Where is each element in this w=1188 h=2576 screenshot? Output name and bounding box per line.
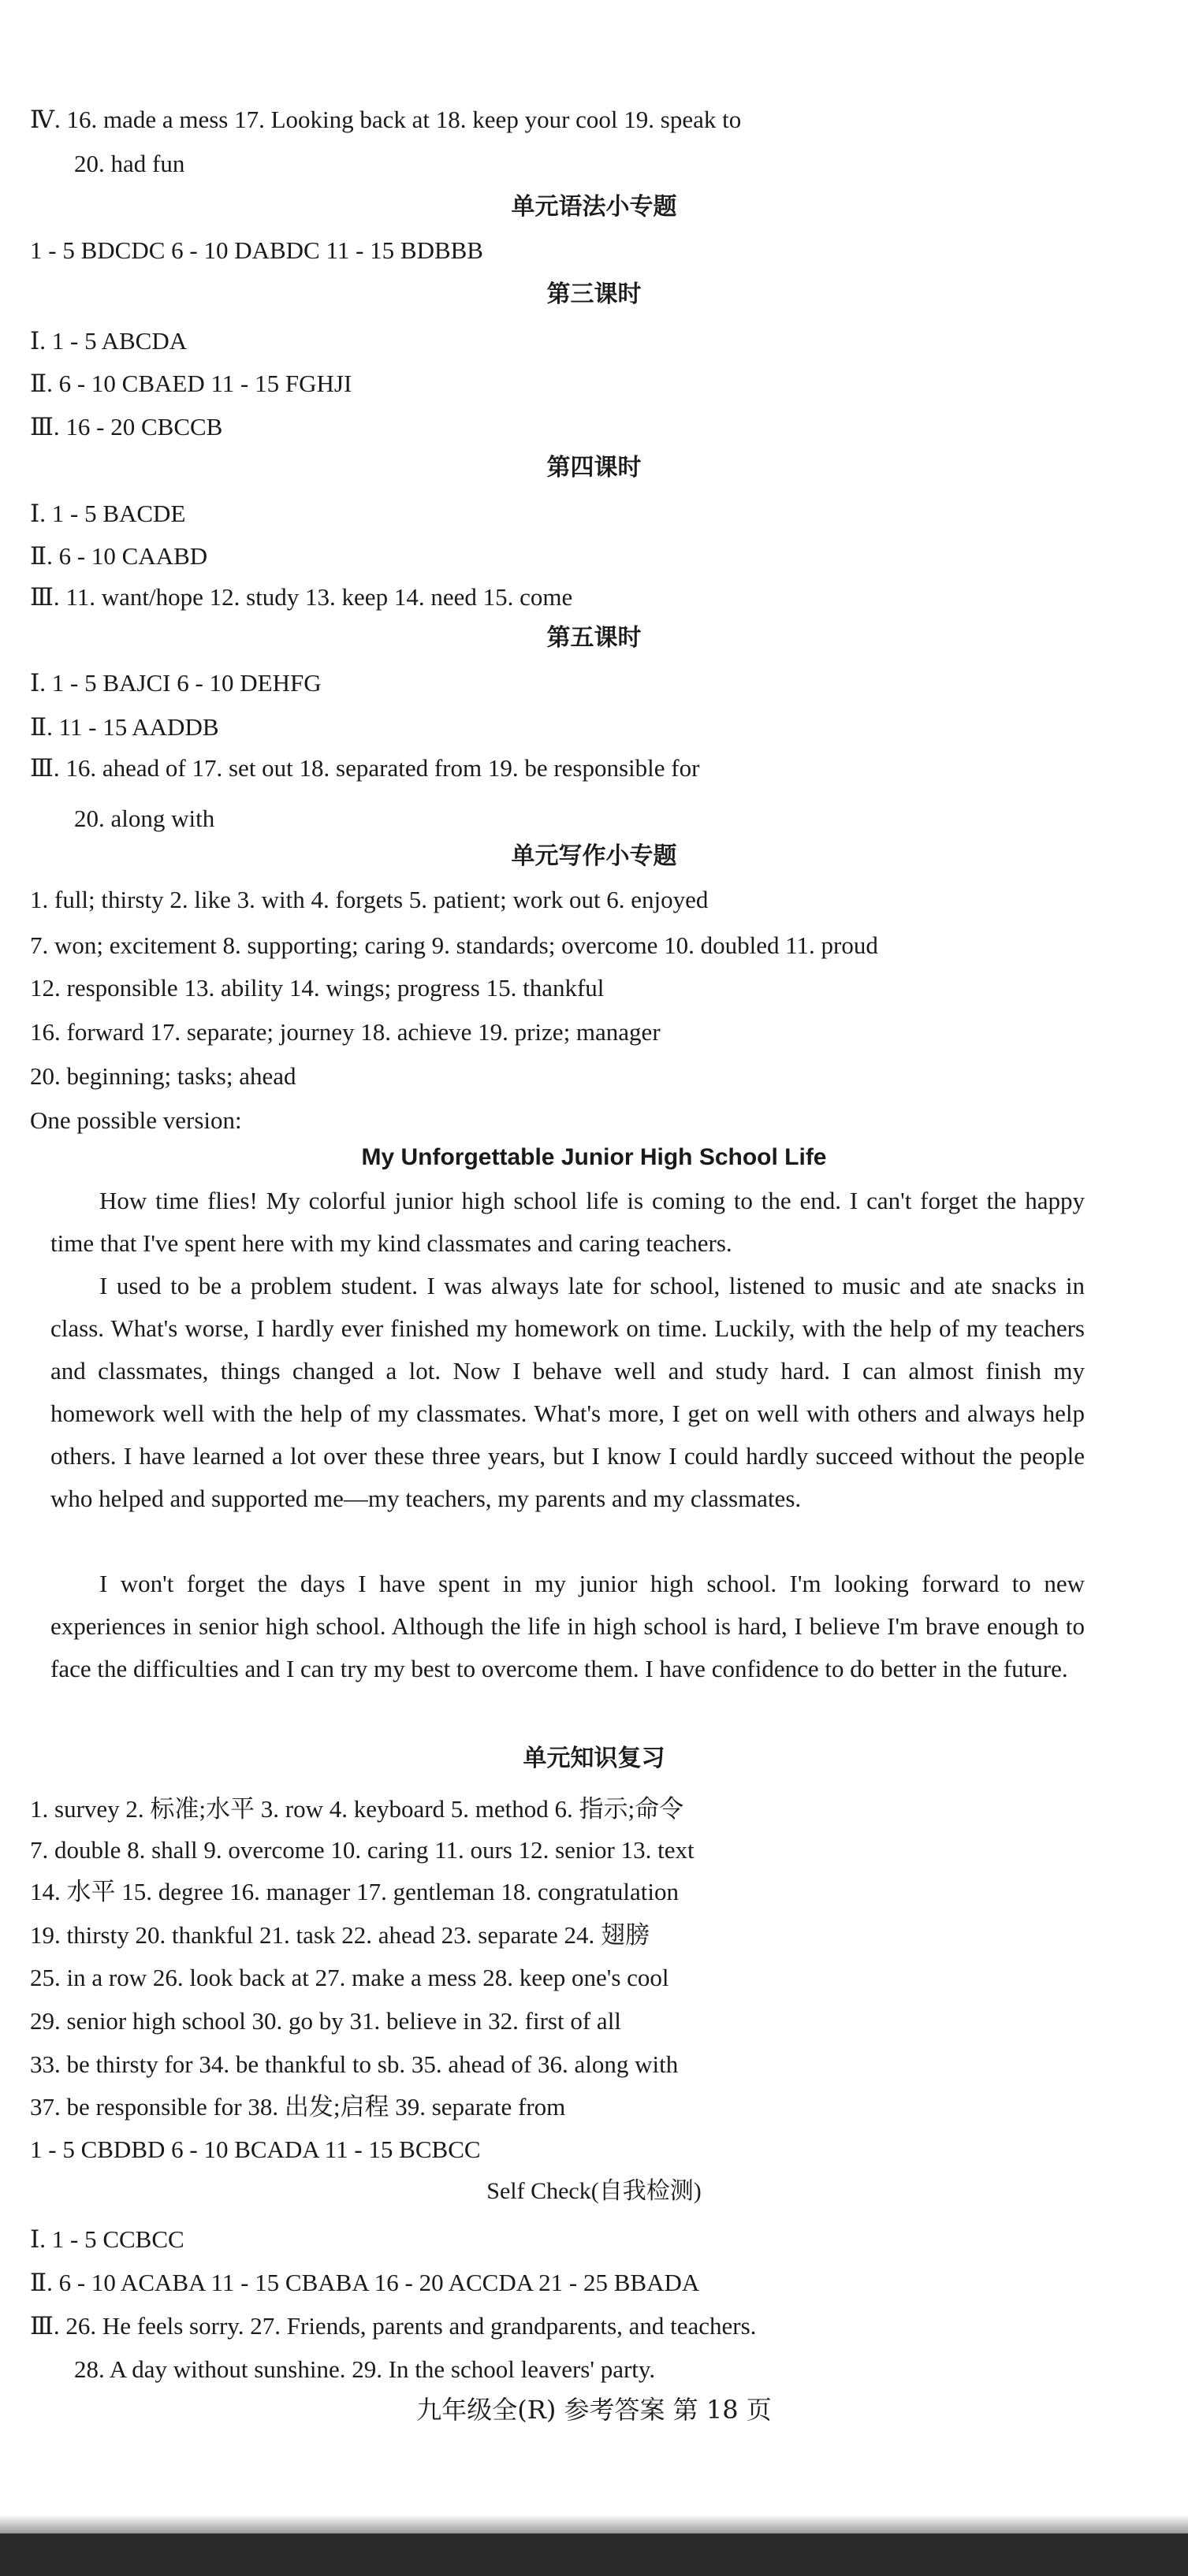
- answer-line: 28. A day without sunshine. 29. In the school leavers' party.: [74, 2355, 656, 2383]
- scan-edge: [0, 2533, 1188, 2576]
- answer-line: 1 - 5 BDCDC 6 - 10 DABDC 11 - 15 BDBBB: [30, 236, 483, 264]
- answer-line: Ⅱ. 6 - 10 CAABD: [30, 542, 208, 570]
- section-heading-review: 单元知识复习: [523, 1745, 665, 1772]
- answer-line: Ⅱ. 6 - 10 CBAED 11 - 15 FGHJI: [30, 370, 352, 397]
- answer-line: Ⅰ. 1 - 5 BAJCI 6 - 10 DEHFG: [30, 669, 322, 697]
- answer-line: Ⅲ. 16. ahead of 17. set out 18. separated from 19. be responsible for: [30, 754, 700, 782]
- answer-line: Ⅱ. 6 - 10 ACABA 11 - 15 CBABA 16 - 20 ACCDA 21 - 25 BBADA: [30, 2269, 700, 2296]
- page-footer: 九年级全(R) 参考答案 第 18 页: [416, 2395, 772, 2425]
- answer-line: Ⅰ. 1 - 5 CCBCC: [30, 2225, 184, 2253]
- answer-line: 20. had fun: [74, 150, 185, 177]
- essay-paragraph: I used to be a problem student. I was always late for school, listened to music and ate snacks in class. What's worse, I hardly ever finished my homework on time. Luckily, with the help of my teachers and classmates, things changed a lot. Now I behave well and study hard. I can almost finish my homework well with the help of my classmates. What's more, I get on well with others and always help others. I have learned a lot over these three years, but I know I could hardly succeed without the people who helped and supported me—my teachers, my parents and my classmates.: [50, 1272, 1085, 1512]
- essay-title: My Unforgettable Junior High School Life: [361, 1144, 827, 1170]
- answer-line: 29. senior high school 30. go by 31. believe in 32. first of all: [30, 2007, 621, 2035]
- answer-line: 20. beginning; tasks; ahead: [30, 1062, 296, 1090]
- answer-line: Ⅳ. 16. made a mess 17. Looking back at 18. keep your cool 19. speak to: [30, 106, 742, 133]
- scan-shadow: [0, 2515, 1188, 2533]
- answer-line: 12. responsible 13. ability 14. wings; progress 15. thankful: [30, 974, 605, 1002]
- answer-line: Ⅲ. 16 - 20 CBCCB: [30, 413, 223, 440]
- answer-line: 1. survey 2. 标准;水平 3. row 4. keyboard 5. method 6. 指示;命令: [30, 1795, 684, 1823]
- answer-line: Ⅱ. 11 - 15 AADDB: [30, 713, 219, 741]
- essay-paragraph: I won't forget the days I have spent in my junior high school. I'm looking forward to new experiences in senior high school. Although the life in high school is hard, I believe I'm brave enough to face the difficulties and I can try my best to overcome them. I have confidence to do better in the future.: [50, 1570, 1085, 1682]
- answer-line: Ⅰ. 1 - 5 ABCDA: [30, 327, 188, 355]
- section-heading-lesson5: 第五课时: [546, 624, 642, 652]
- answer-line: 20. along with: [74, 805, 215, 832]
- answer-line: 7. double 8. shall 9. overcome 10. caring 11. ours 12. senior 13. text: [30, 1836, 695, 1864]
- section-heading-writing: 单元写作小专题: [511, 842, 677, 870]
- answer-line: Ⅲ. 11. want/hope 12. study 13. keep 14. need 15. come: [30, 583, 573, 611]
- essay-paragraph: How time flies! My colorful junior high school life is coming to the end. I can't forget the happy time that I've spent here with my kind classmates and caring teachers.: [50, 1187, 1085, 1257]
- section-heading-grammar: 单元语法小专题: [511, 193, 677, 221]
- answer-line: Ⅰ. 1 - 5 BACDE: [30, 500, 186, 527]
- answer-line: 7. won; excitement 8. supporting; caring 9. standards; overcome 10. doubled 11. proud: [30, 931, 878, 959]
- section-heading-lesson4: 第四课时: [546, 454, 642, 481]
- section-heading-self-check: Self Check(自我检测): [486, 2178, 702, 2204]
- answer-line: 14. 水平 15. degree 16. manager 17. gentleman 18. congratulation: [30, 1878, 679, 1905]
- sample-label: One possible version:: [30, 1106, 242, 1134]
- answer-line: 16. forward 17. separate; journey 18. achieve 19. prize; manager: [30, 1018, 661, 1046]
- answer-line: 33. be thirsty for 34. be thankful to sb. 35. ahead of 36. along with: [30, 2050, 679, 2078]
- section-heading-lesson3: 第三课时: [546, 281, 642, 308]
- answer-line: 1. full; thirsty 2. like 3. with 4. forgets 5. patient; work out 6. enjoyed: [30, 886, 709, 913]
- answer-line: Ⅲ. 26. He feels sorry. 27. Friends, parents and grandparents, and teachers.: [30, 2312, 757, 2340]
- answer-line: 1 - 5 CBDBD 6 - 10 BCADA 11 - 15 BCBCC: [30, 2136, 481, 2163]
- answer-line: 37. be responsible for 38. 出发;启程 39. separate from: [30, 2093, 566, 2121]
- answer-line: 19. thirsty 20. thankful 21. task 22. ahead 23. separate 24. 翅膀: [30, 1921, 650, 1949]
- answer-line: 25. in a row 26. look back at 27. make a mess 28. keep one's cool: [30, 1964, 669, 1991]
